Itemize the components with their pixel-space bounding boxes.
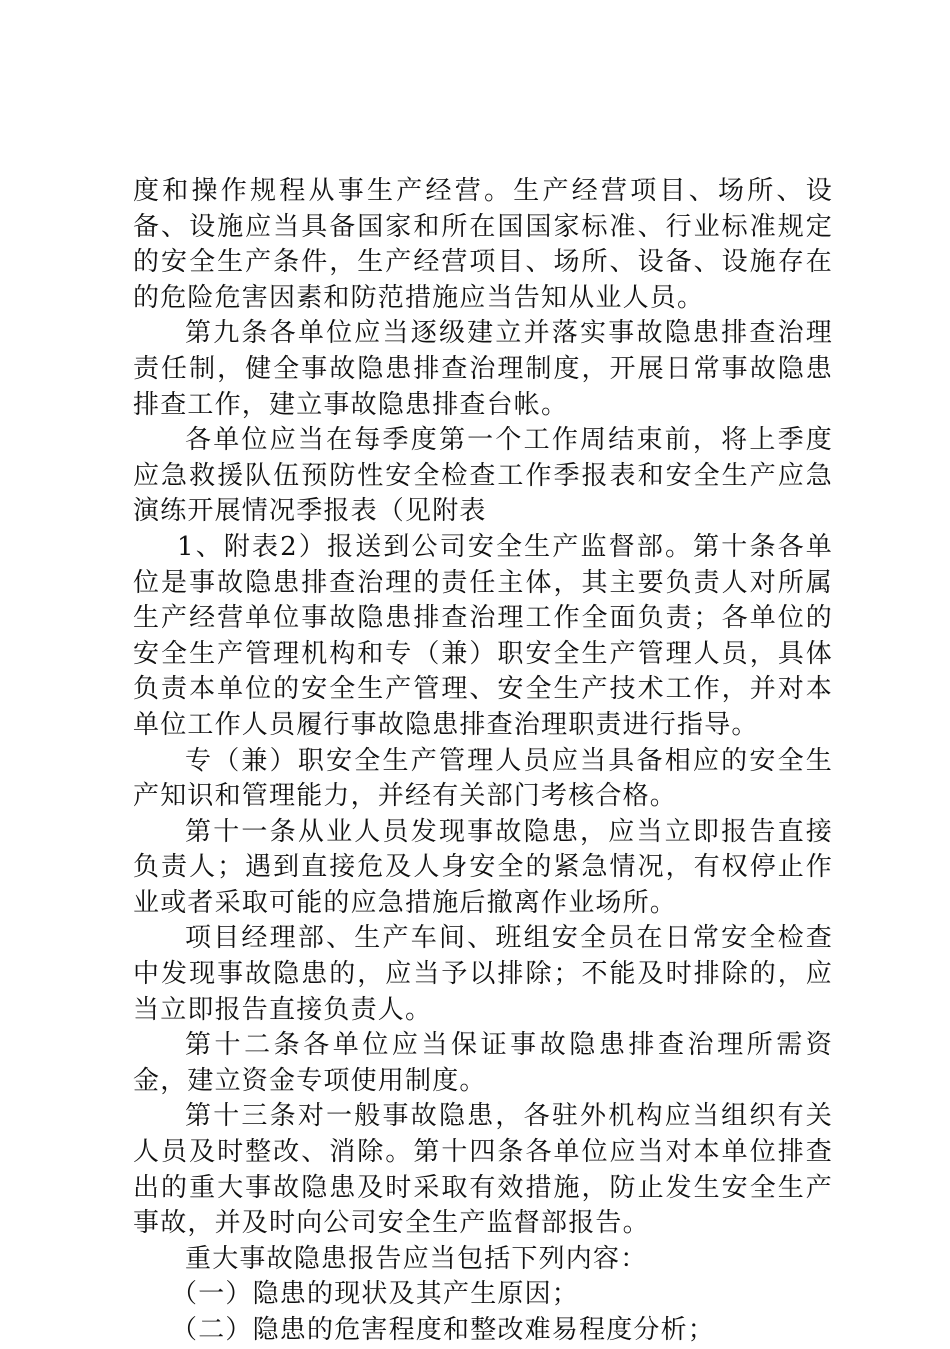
paragraph-article-9: 第九条各单位应当逐级建立并落实事故隐患排查治理责任制，健全事故隐患排查治理制度，开展日常事故隐患排查工作，建立事故隐患排查台帐。 xyxy=(133,318,833,420)
paragraph-article-12: 第十二条各单位应当保证事故隐患排查治理所需资金，建立资金专项使用制度。 xyxy=(133,1030,833,1096)
document-body xyxy=(133,174,833,1349)
paragraph-article-10: 1、附表2）报送到公司安全生产监督部。第十条各单位是事故隐患排查治理的责任主体，其主要负责人对所属生产经营单位事故隐患排查治理工作全面负责；各单位的安全生产管理机构和专（兼）职安全生产管理人员，具体负责本单位的安全生产管理、安全生产技术工作，并对本单位工作人员履行事故隐患排查治理职责进行指导。 xyxy=(133,531,833,740)
paragraph-report-contents: 重大事故隐患报告应当包括下列内容： xyxy=(185,1243,648,1274)
list-item-2: （二）隐患的危害程度和整改难易程度分析； xyxy=(171,1315,716,1345)
paragraph-article-13-14: 第十三条对一般事故隐患，各驻外机构应当组织有关人员及时整改、消除。第十四条各单位应当对本单位排查出的重大事故隐患及时采取有效措施，防止发生安全生产事故，并及时向公司安全生产监督部报告。 xyxy=(133,1101,833,1239)
paragraph-quarterly-report: 各单位应当在每季度第一个工作周结束前，将上季度应急救援队伍预防性安全检查工作季报表和安全生产应急演练开展情况季报表（见附表 xyxy=(133,425,833,527)
paragraph-continued: 度和操作规程从事生产经营。生产经营项目、场所、设备、设施应当具备国家和所在国国家标准、行业标准规定的安全生产条件，生产经营项目、场所、设备、设施存在的危险危害因素和防范措施应当告知从业人员。 xyxy=(133,176,833,313)
list-item-1: （一）隐患的现状及其产生原因； xyxy=(171,1279,580,1310)
paragraph-site-safety-officer: 项目经理部、生产车间、班组安全员在日常安全检查中发现事故隐患的，应当予以排除；不能及时排除的，应当立即报告直接负责人。 xyxy=(133,923,833,1025)
paragraph-article-11: 第十一条从业人员发现事故隐患，应当立即报告直接负责人；遇到直接危及人身安全的紧急情况，有权停止作业或者采取可能的应急措施后撤离作业场所。 xyxy=(133,816,833,918)
paragraph-safety-staff: 专（兼）职安全生产管理人员应当具备相应的安全生产知识和管理能力，并经有关部门考核合格。 xyxy=(133,745,833,812)
